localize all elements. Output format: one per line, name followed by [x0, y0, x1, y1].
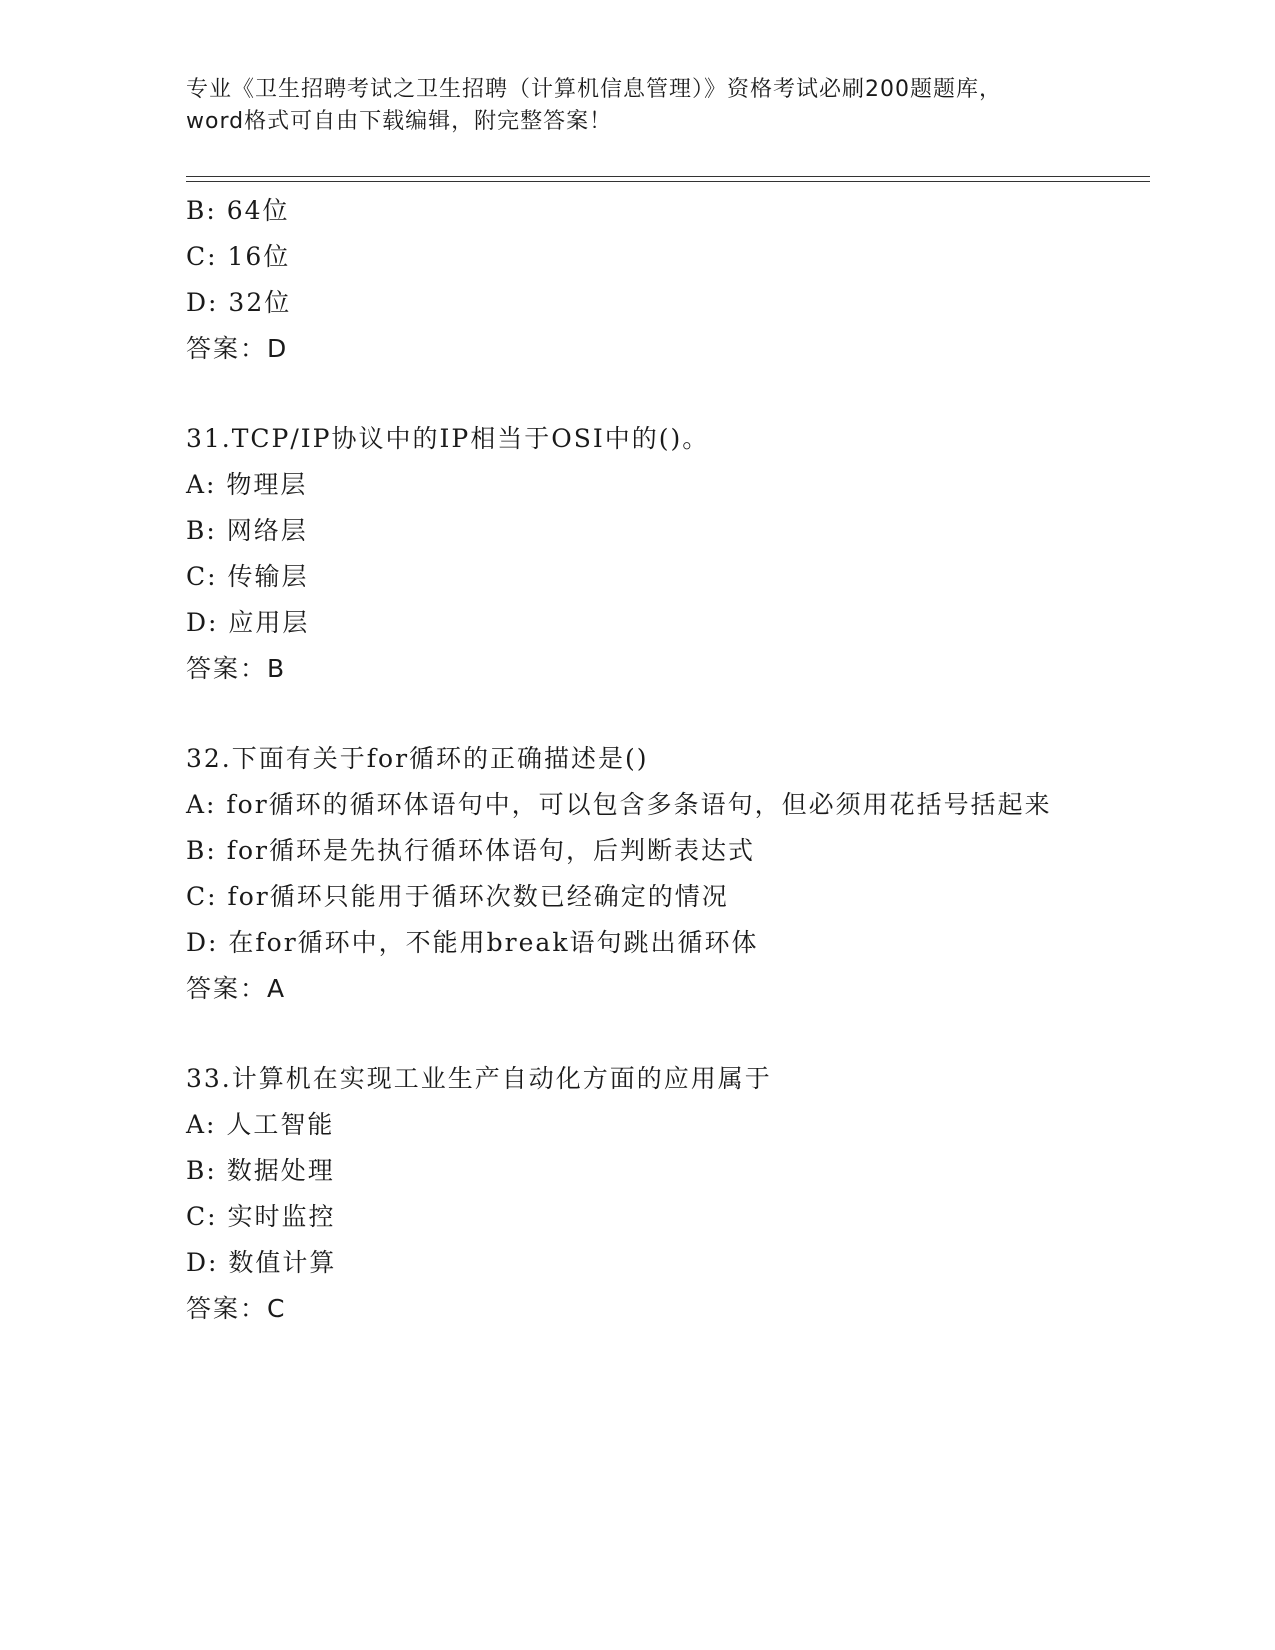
option-c: C: 16位 — [186, 242, 291, 271]
option-b: B: 数据处理 — [186, 1156, 335, 1185]
option-c: C: 传输层 — [186, 562, 309, 591]
option-a: A: 人工智能 — [186, 1110, 335, 1139]
document-header — [186, 74, 1086, 138]
option-b: B: 网络层 — [186, 516, 308, 545]
question-stem: 33.计算机在实现工业生产自动化方面的应用属于 — [186, 1064, 772, 1093]
option-b: B: 64位 — [186, 196, 290, 225]
answer-line: 答案：A — [186, 974, 287, 1003]
question-stem: 32.下面有关于for循环的正确描述是() — [186, 744, 649, 773]
question-stem: 31.TCP/IP协议中的IP相当于OSI中的()。 — [186, 424, 710, 453]
header-divider-bottom — [186, 181, 1150, 182]
option-c: C: 实时监控 — [186, 1202, 336, 1231]
option-b: B: for循环是先执行循环体语句，后判断表达式 — [186, 836, 755, 865]
question-block-prev — [186, 188, 1086, 372]
spacer — [186, 692, 1086, 736]
answer-line: 答案：C — [186, 1294, 287, 1323]
option-c: C: for循环只能用于循环次数已经确定的情况 — [186, 882, 729, 911]
option-d: D: 32位 — [186, 288, 292, 317]
option-d: D: 在for循环中，不能用break语句跳出循环体 — [186, 928, 759, 957]
option-d: D: 数值计算 — [186, 1248, 337, 1277]
header-title-line-1: 专业《卫生招聘考试之卫生招聘（计算机信息管理）》资格考试必刷200题题库， — [186, 77, 1002, 102]
option-d: D: 应用层 — [186, 608, 310, 637]
answer-line: 答案：D — [186, 334, 289, 363]
question-list — [186, 188, 1086, 1332]
answer-line: 答案：B — [186, 654, 287, 683]
question-block-31 — [186, 416, 1086, 692]
spacer — [186, 1012, 1086, 1056]
question-block-33 — [186, 1056, 1086, 1332]
question-block-32 — [186, 736, 1086, 1012]
option-a: A: for循环的循环体语句中，可以包含多条语句，但必须用花括号括起来 — [186, 790, 1052, 819]
header-title-line-2: word格式可自由下载编辑，附完整答案！ — [186, 109, 613, 134]
option-a: A: 物理层 — [186, 470, 308, 499]
spacer — [186, 372, 1086, 416]
header-divider-top — [186, 176, 1150, 177]
